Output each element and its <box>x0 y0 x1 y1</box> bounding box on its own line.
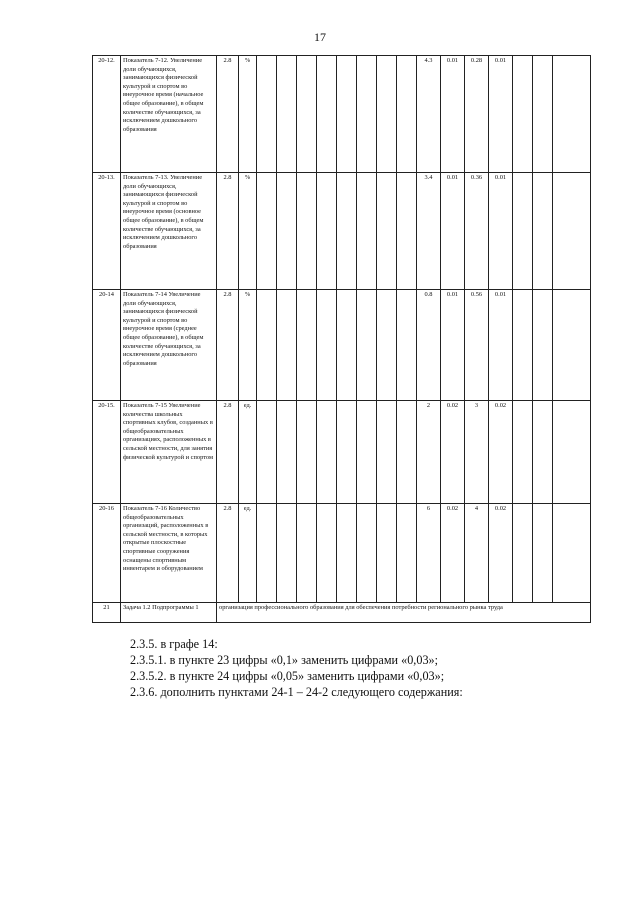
indicator-text: Показатель 7-12. Увеличение доли обучающихся, занимающихся физической культурой и спортом во внеурочное время (начальное общее образование), в общем количестве обучающихся, за исключением дошкольного образования <box>121 56 217 173</box>
empty-cell <box>277 504 297 603</box>
empty-cell <box>553 290 591 401</box>
value-2: 0.01 <box>441 173 465 290</box>
indicator-text: Показатель 7-16 Количество общеобразовательных организаций, расположенных в сельской местности, в которых открытые плоскостные спортивные сооружения оснащены спортивным инвентарем и оборудованием <box>121 504 217 603</box>
empty-cell <box>277 401 297 504</box>
empty-cell <box>357 401 377 504</box>
empty-cell <box>277 290 297 401</box>
empty-cell <box>533 401 553 504</box>
empty-cell <box>297 504 317 603</box>
empty-cell <box>377 290 397 401</box>
task-description: организация профессионального образования для обеспечения потребности регионального рынка труда <box>217 603 591 623</box>
value-2: 0.02 <box>441 504 465 603</box>
value-2: 0.01 <box>441 56 465 173</box>
row-code: 2.8 <box>217 173 239 290</box>
empty-cell <box>317 56 337 173</box>
paragraph-2-3-5-1: 2.3.5.1. в пункте 23 цифры «0,1» заменить цифрами «0,03»; <box>130 653 439 667</box>
row-unit: % <box>239 173 257 290</box>
value-1: 2 <box>417 401 441 504</box>
empty-cell <box>337 504 357 603</box>
empty-cell <box>337 401 357 504</box>
empty-cell <box>533 173 553 290</box>
empty-cell <box>337 173 357 290</box>
row-code: 2.8 <box>217 401 239 504</box>
empty-cell <box>377 504 397 603</box>
row-unit: ед. <box>239 401 257 504</box>
empty-cell <box>337 56 357 173</box>
table-row <box>93 401 591 504</box>
empty-cell <box>357 173 377 290</box>
empty-cell <box>257 56 277 173</box>
empty-cell <box>553 173 591 290</box>
indicator-table <box>92 55 591 623</box>
empty-cell <box>297 56 317 173</box>
empty-cell <box>533 290 553 401</box>
row-code: 2.8 <box>217 56 239 173</box>
value-1: 3.4 <box>417 173 441 290</box>
empty-cell <box>553 401 591 504</box>
empty-cell <box>397 56 417 173</box>
indicator-text: Показатель 7-14 Увеличение доли обучающихся, занимающихся физической культурой и спортом во внеурочное время (среднее общее образование), в общем количестве обучающихся, за исключением дошкольного образования <box>121 290 217 401</box>
row-number: 20-13. <box>93 173 121 290</box>
value-4: 0.01 <box>489 56 513 173</box>
row-number: 20-16 <box>93 504 121 603</box>
row-code: 2.8 <box>217 290 239 401</box>
table-row <box>93 56 591 173</box>
value-4: 0.01 <box>489 173 513 290</box>
empty-cell <box>513 401 533 504</box>
empty-cell <box>257 401 277 504</box>
value-3: 0.56 <box>465 290 489 401</box>
value-4: 0.02 <box>489 504 513 603</box>
value-4: 0.01 <box>489 290 513 401</box>
value-3: 3 <box>465 401 489 504</box>
empty-cell <box>533 504 553 603</box>
value-2: 0.02 <box>441 401 465 504</box>
table-row <box>93 504 591 603</box>
empty-cell <box>277 173 297 290</box>
empty-cell <box>377 401 397 504</box>
empty-cell <box>513 173 533 290</box>
empty-cell <box>297 401 317 504</box>
empty-cell <box>337 290 357 401</box>
empty-cell <box>297 173 317 290</box>
empty-cell <box>297 290 317 401</box>
empty-cell <box>317 504 337 603</box>
empty-cell <box>513 290 533 401</box>
row-number: 20-14 <box>93 290 121 401</box>
empty-cell <box>257 173 277 290</box>
table-row <box>93 290 591 401</box>
value-3: 0.28 <box>465 56 489 173</box>
empty-cell <box>513 504 533 603</box>
value-1: 4.3 <box>417 56 441 173</box>
value-3: 4 <box>465 504 489 603</box>
empty-cell <box>257 290 277 401</box>
value-4: 0.02 <box>489 401 513 504</box>
row-code: 2.8 <box>217 504 239 603</box>
empty-cell <box>357 290 377 401</box>
task-label: Задача 1.2 Подпрограммы 1 <box>121 603 217 623</box>
empty-cell <box>553 56 591 173</box>
task-row <box>93 603 591 623</box>
paragraph-2-3-6: 2.3.6. дополнить пунктами 24-1 – 24-2 следующего содержания: <box>130 685 463 699</box>
paragraph-2-3-5: 2.3.5. в графе 14: <box>130 637 218 651</box>
value-3: 0.36 <box>465 173 489 290</box>
row-number: 20-12. <box>93 56 121 173</box>
empty-cell <box>533 56 553 173</box>
empty-cell <box>317 173 337 290</box>
empty-cell <box>277 56 297 173</box>
empty-cell <box>553 504 591 603</box>
value-2: 0.01 <box>441 290 465 401</box>
empty-cell <box>257 504 277 603</box>
empty-cell <box>317 401 337 504</box>
empty-cell <box>357 504 377 603</box>
row-unit: ед. <box>239 504 257 603</box>
task-number: 21 <box>93 603 121 623</box>
row-number: 20-15. <box>93 401 121 504</box>
empty-cell <box>357 56 377 173</box>
paragraph-2-3-5-2: 2.3.5.2. в пункте 24 цифры «0,05» заменить цифрами «0,03»; <box>130 669 445 683</box>
empty-cell <box>377 56 397 173</box>
value-1: 0.8 <box>417 290 441 401</box>
value-1: 6 <box>417 504 441 603</box>
empty-cell <box>513 56 533 173</box>
empty-cell <box>397 401 417 504</box>
row-unit: % <box>239 290 257 401</box>
empty-cell <box>397 504 417 603</box>
empty-cell <box>377 173 397 290</box>
table-row <box>93 173 591 290</box>
empty-cell <box>397 290 417 401</box>
page-number: 17 <box>314 30 326 44</box>
indicator-text: Показатель 7-15 Увеличение количества школьных спортивных клубов, созданных в общеобразовательных организациях, расположенных в сельской местности, для занятия физической культурой и спортом <box>121 401 217 504</box>
empty-cell <box>317 290 337 401</box>
empty-cell <box>397 173 417 290</box>
row-unit: % <box>239 56 257 173</box>
indicator-text: Показатель 7-13. Увеличение доли обучающихся, занимающихся физической культурой и спортом во внеурочное время (основное общее образование), в общем количестве обучающихся, за исключением дошкольного образования <box>121 173 217 290</box>
